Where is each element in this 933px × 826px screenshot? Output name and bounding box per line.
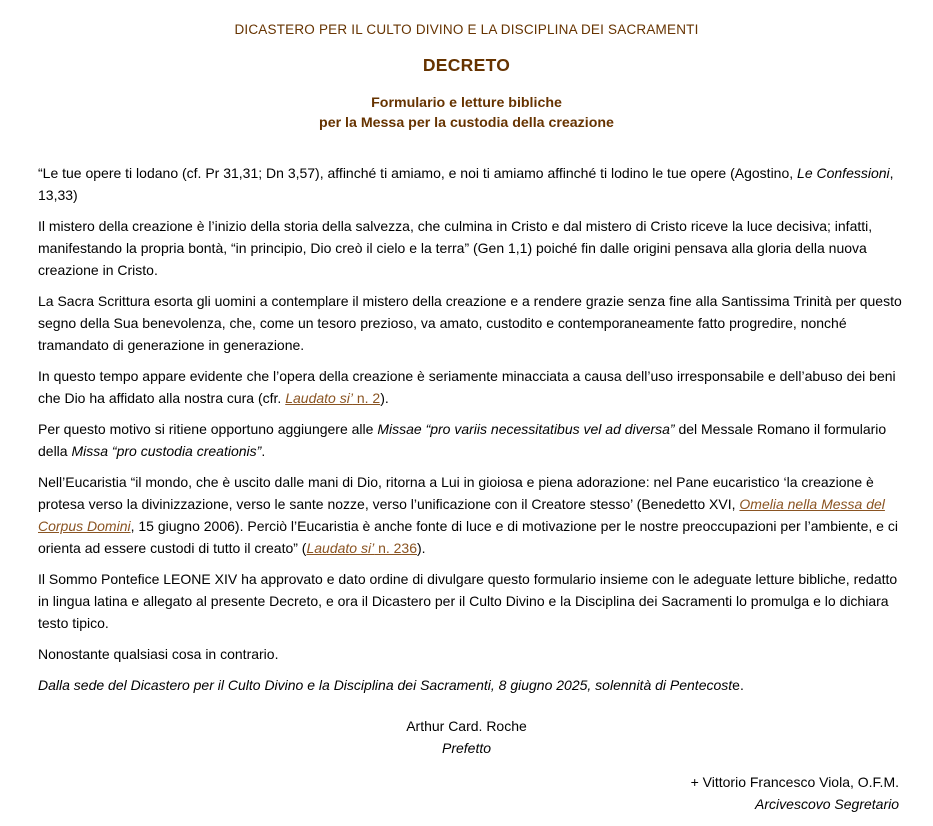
text-run: Le Confessioni	[797, 165, 890, 181]
text-run: Dalla sede del Dicastero per il Culto Divino e la Disciplina dei Sacramenti, 8 giugno 2025, solennità di Pentecost	[38, 677, 733, 693]
paragraph-dateline	[38, 674, 905, 696]
paragraph-opening-quote	[38, 162, 905, 206]
text-run: Nonostante qualsiasi cosa in contrario.	[38, 646, 279, 662]
laudato-si-n2-link[interactable]: n. 2	[352, 390, 381, 406]
prefect-title: Prefetto	[441, 740, 492, 756]
prefect-signature	[0, 715, 933, 759]
text-run: Missae “pro variis necessitatibus vel ad diversa”	[377, 421, 675, 437]
text-run: , 15 giugno 2006). Perciò l’Eucaristia è anche fonte di luce e di motivazione per le nostre preoccupazioni per l’ambiente, e ci orienta ad essere custodi di tutto il creato” (	[38, 518, 898, 556]
text-run: ).	[417, 540, 426, 556]
text-run: e.	[732, 677, 744, 693]
paragraph-approvazione	[38, 568, 905, 634]
omelia-corpus-domini-link[interactable]: Omelia nella Messa del Corpus Domini	[38, 496, 885, 534]
text-run: del Messale Romano il formulario della	[38, 421, 887, 459]
decree-body	[38, 162, 905, 696]
text-run: Il mistero della creazione è l’inizio della storia della salvezza, che culmina in Cristo e dal mistero di Cristo riceve la luce decisiva; infatti, manifestando la propria bontà, “in principio, Dio creò il cielo e la terra” (Gen 1,1) poiché fin dalle origini pensava alla gloria della nuova creazione in Cristo.	[38, 218, 873, 278]
laudato-si-n236-link[interactable]: Laudato si’	[306, 540, 375, 556]
text-run: In questo tempo appare evidente che l’opera della creazione è seriamente minacciata a causa dell’uso irresponsabile e dell’abuso dei beni che Dio ha affidato alla nostra cura (cfr.	[38, 368, 896, 406]
text-run: , 13,33)	[38, 165, 894, 203]
subtitle-line-2: per la Messa per la custodia della creazione	[319, 115, 614, 131]
secretary-signature	[0, 771, 899, 815]
text-run: Nell’Eucaristia “il mondo, che è uscito dalle mani di Dio, ritorna a Lui in gioiosa e piena adorazione: nel Pane eucaristico ‘la creazione è protesa verso la divinizzazione, verso le sante nozze, verso l’unificazione con il Creatore stesso’ (Benedetto XVI,	[38, 474, 874, 512]
text-run: Missa “pro custodia creationis”	[71, 443, 262, 459]
prefect-name: Arthur Card. Roche	[406, 718, 527, 734]
document-header	[0, 0, 933, 133]
text-run: “Le tue opere ti lodano (cf. Pr 31,31; Dn 3,57), affinché ti amiamo, e noi ti amiamo affinché ti lodino le tue opere (Agostino,	[38, 165, 798, 181]
secretary-title: Arcivescovo Segretario	[755, 796, 899, 812]
paragraph-eucaristia	[38, 471, 905, 559]
laudato-si-n2-link[interactable]: Laudato si’	[285, 390, 353, 406]
decree-title: DECRETO	[422, 55, 511, 75]
text-run: .	[261, 443, 266, 459]
paragraph-mistero-creazione	[38, 215, 905, 281]
decree-subtitle	[0, 93, 933, 133]
secretary-name: + Vittorio Francesco Viola, O.F.M.	[690, 774, 899, 790]
paragraph-motivo	[38, 418, 905, 462]
text-run: Per questo motivo si ritiene opportuno aggiungere alle	[38, 421, 378, 437]
text-run: La Sacra Scrittura esorta gli uomini a contemplare il mistero della creazione e a rendere grazie senza fine alla Santissima Trinità per questo segno della Sua benevolenza, che, come un tesoro prezioso, va amato, custodito e contemporaneamente fatto progredire, nonché tramandato di generazione in generazione.	[38, 293, 902, 353]
paragraph-nonostante	[38, 643, 905, 665]
subtitle-line-1: Formulario e letture bibliche	[371, 95, 562, 111]
text-run: Il Sommo Pontefice LEONE XIV ha approvato e dato ordine di divulgare questo formulario insieme con le adeguate letture bibliche, redatto in lingua latina e allegato al presente Decreto, e ora il Dicastero per il Culto Divino e la Disciplina dei Sacramenti lo promulga e lo dichiara testo tipico.	[38, 571, 898, 631]
paragraph-minaccia	[38, 365, 905, 409]
laudato-si-n236-link[interactable]: n. 236	[374, 540, 418, 556]
text-run: ).	[380, 390, 389, 406]
paragraph-sacra-scrittura	[38, 290, 905, 356]
dicastery-name: DICASTERO PER IL CULTO DIVINO E LA DISCIPLINA DEI SACRAMENTI	[234, 22, 699, 37]
